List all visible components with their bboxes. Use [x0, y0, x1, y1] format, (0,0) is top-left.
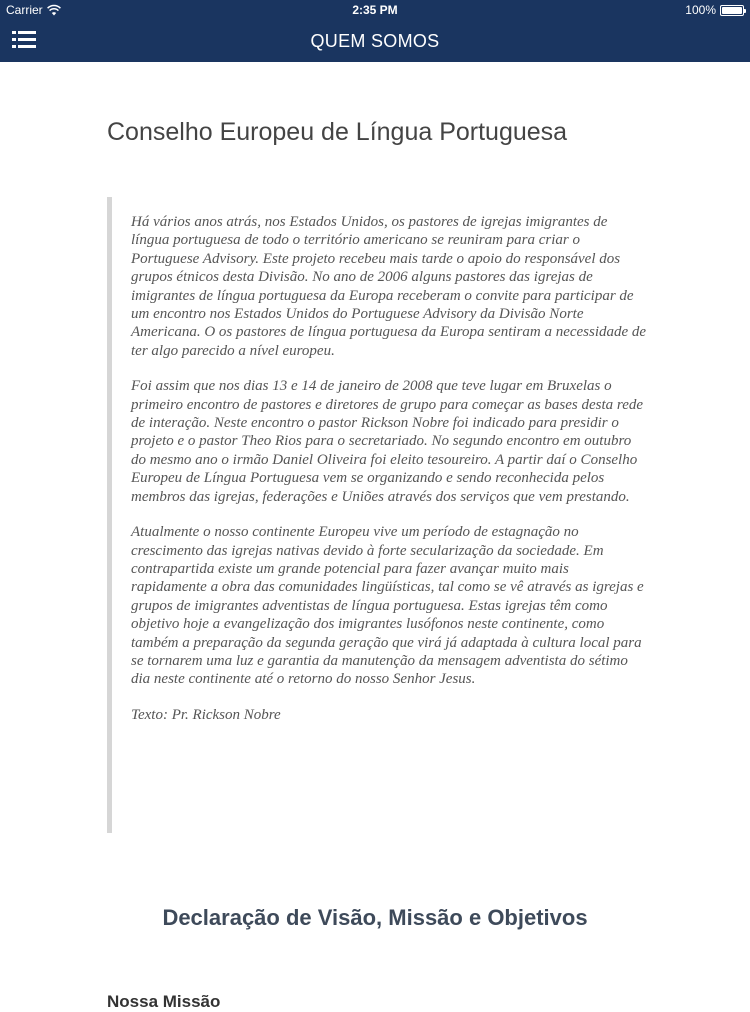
battery-percentage: 100%	[685, 3, 716, 17]
paragraph-history: Há vários anos atrás, nos Estados Unidos, os pastores de igrejas imigrantes de língua portuguesa de todo o território americano se reuniram para criar o Portuguese Advisory. Este projeto recebeu mais tarde o apoio do responsável dos grupos étnicos desta Divisão. No ano de 2006 alguns pastores das igrejas de imigrantes de língua portuguesa da Europa receberam o convite para participar de um encontro nos Estados Unidos do Portuguese Advisory da Divisão Norte Americana. O os pastores de língua portuguesa da Europa sentiram a necessidade de ter algo parecido a nível europeu.	[131, 214, 647, 359]
carrier-label: Carrier	[6, 3, 43, 17]
mission-subheading: Nossa Missão	[107, 992, 221, 1011]
status-right	[685, 3, 744, 17]
page-title-nav: QUEM SOMOS	[310, 31, 440, 51]
page-title: Conselho Europeu de Língua Portuguesa	[107, 118, 568, 146]
top-bar	[0, 0, 750, 62]
paragraph-author: Texto: Pr. Rickson Nobre	[131, 706, 281, 723]
navigation-bar	[0, 20, 750, 62]
paragraph-founding: Foi assim que nos dias 13 e 14 de janeiro de 2008 que teve lugar em Bruxelas o primeiro encontro de pastores e diretores de grupo para começar as bases desta rede de interação. Neste encontro o pastor Rickson Nobre foi indicado para presidir o projeto e o pastor Theo Rios para o secretariado. No segundo encontro em outubro do mesmo ano o irmão Daniel Oliveira foi eleito tesoureiro. A partir daí o Conselho Europeu de Língua Portuguesa vem se organizando e sendo reconhecida pelos membros das igrejas, federações e Uniões através dos serviços que vem prestando.	[131, 378, 644, 505]
history-blockquote	[107, 197, 647, 833]
status-bar	[0, 0, 750, 20]
section-title: Declaração de Visão, Missão e Objetivos	[162, 905, 588, 930]
status-time: 2:35 PM	[352, 3, 398, 17]
paragraph-present: Atualmente o nosso continente Europeu vive um período de estagnação no crescimento das igrejas nativas devido à forte secularização da sociedade. Em contrapartida existe um grande potencial para fazer avançar muito mais rapidamente a obra das comunidades lingüísticas, tal como se vê através as igrejas e grupos de imigrantes adventistas de língua portuguesa. Estas igrejas têm como objetivo hoje a evangelização dos imigrantes lusófonos neste continente, como também a preparação da segunda geração que virá já adaptada à cultura local para se tornarem uma luz e garantia da manutenção da mensagem adventista do sétimo dia neste continente até o retorno do nosso Senhor Jesus.	[131, 524, 644, 688]
battery-icon	[720, 5, 744, 16]
